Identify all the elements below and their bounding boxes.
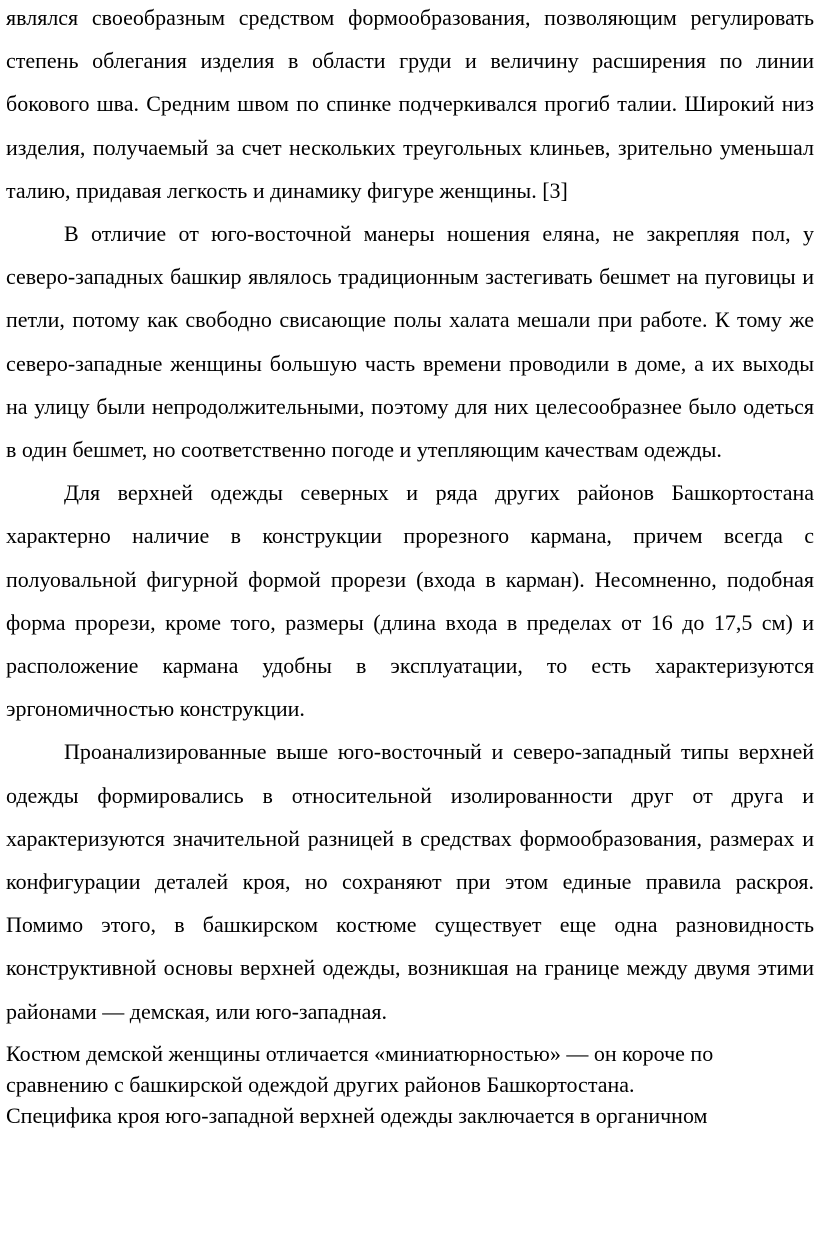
paragraph-5-line-3: Специфика кроя юго-западной верхней одежды заключается в органичном — [6, 1103, 708, 1129]
paragraph-5-line-2: сравнению с башкирской одеждой других районов Башкортостана. — [6, 1072, 635, 1098]
paragraph-1: являлся своеобразным средством формообразования, позволяющим регулировать степень облегания изделия в области груди и величину расширения по линии бокового шва. Средним швом по спинке подчеркивался прогиб талии. Широкий низ изделия, получаемый за счет нескольких треугольных клиньев, зрительно уменьшал талию, придавая легкость и динамику фигуре женщины. [3] — [6, 5, 814, 203]
paragraph-5 — [6, 1038, 814, 1132]
paragraph-4: Проанализированные выше юго-восточный и северо-западный типы верхней одежды формировались в относительной изолированности друг от друга и характеризуются значительной разницей в средствах формообразования, размерах и конфигурации деталей кроя, но сохраняют при этом единые правила раскроя. Помимо этого, в башкирском костюме существует еще одна разновидность конструктивной основы верхней одежды, возникшая на границе между двумя этими районами — демская, или юго-западная. — [6, 739, 814, 1024]
paragraph-5-line-1: Костюм демской женщины отличается «миниатюрностью» — он короче по — [6, 1040, 714, 1066]
paragraph-2: В отличие от юго-восточной манеры ношения еляна, не закрепляя пол, у северо-западных башкир являлось традиционным застегивать бешмет на пуговицы и петли, потому как свободно свисающие полы халата мешали при работе. К тому же северо-западные женщины большую часть времени проводили в доме, а их выходы на улицу были непродолжительными, поэтому для них целесообразнее было одеться в один бешмет, но соответственно погоде и утепляющим качествам одежды. — [6, 221, 814, 463]
paragraph-3: Для верхней одежды северных и ряда других районов Башкортостана характерно наличие в конструкции прорезного кармана, причем всегда с полуовальной фигурной формой прорези (входа в карман). Несомненно, подобная форма прорези, кроме того, размеры (длина входа в пределах от 16 до 17,5 см) и расположение кармана удобны в эксплуатации, то есть характеризуются эргономичностью конструкции. — [6, 480, 814, 722]
document-page — [6, 0, 814, 1132]
